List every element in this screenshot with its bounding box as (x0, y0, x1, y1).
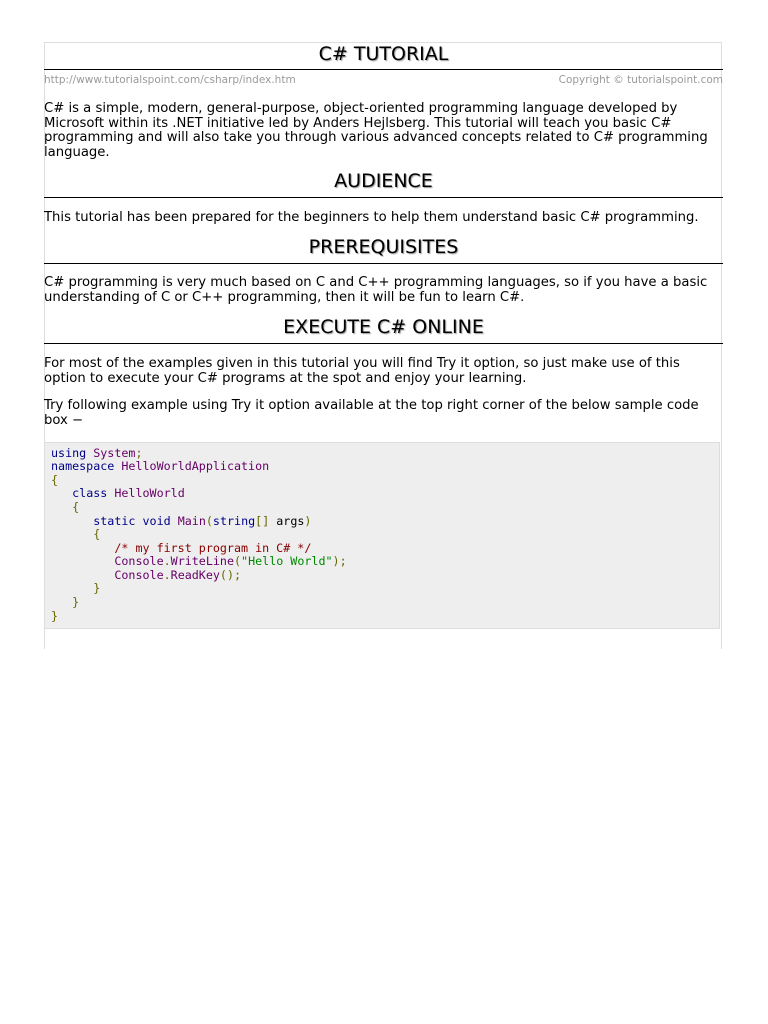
page-meta (44, 70, 723, 90)
code-token: } (93, 581, 101, 596)
code-line (51, 501, 713, 515)
prerequisites-heading: PREREQUISITES (44, 235, 723, 264)
code-token (51, 581, 93, 595)
code-token: } (51, 608, 59, 623)
code-token: using (51, 445, 87, 460)
code-line (51, 582, 713, 596)
code-line (51, 474, 713, 488)
code-token (135, 514, 142, 528)
execute-online-heading: EXECUTE C# ONLINE (44, 315, 723, 344)
code-token: [] (255, 513, 270, 528)
code-sample-box[interactable] (44, 442, 720, 629)
code-token: System (93, 445, 136, 460)
code-token: { (72, 499, 80, 514)
code-token: args (269, 513, 305, 528)
code-line (51, 569, 713, 583)
code-token: . (163, 554, 171, 569)
copyright-notice: Copyright © tutorialspoint.com (558, 74, 723, 86)
code-line (51, 528, 713, 542)
code-token: { (51, 472, 59, 487)
code-token (51, 554, 114, 568)
code-line (51, 460, 713, 474)
code-token: static (93, 513, 136, 528)
document-page (44, 42, 723, 629)
code-token: { (93, 527, 101, 542)
code-token: HelloWorld (114, 486, 185, 501)
code-line (51, 447, 713, 461)
execute-paragraph-2: Try following example using Try it option available at the top right corner of the below sample code box − (44, 398, 699, 428)
code-line (51, 596, 713, 610)
code-token: WriteLine (170, 554, 234, 569)
code-token: Main (177, 513, 206, 528)
code-token: class (72, 486, 108, 501)
code-line (51, 515, 713, 529)
code-line (51, 610, 713, 624)
audience-paragraph: This tutorial has been prepared for the beginners to help them understand basic C# programming. (44, 210, 699, 226)
code-token: Console (114, 567, 164, 582)
code-token: string (212, 513, 256, 528)
code-token: HelloWorldApplication (121, 459, 270, 474)
code-token (51, 527, 93, 541)
code-token: ( (234, 554, 242, 569)
code-token: ; (135, 445, 143, 460)
code-token (51, 568, 114, 582)
code-token: namespace (51, 459, 115, 474)
execute-paragraph-1: For most of the examples given in this tutorial you will find Try it option, so just make use of this option to execute your C# programs at the spot and enjoy your learning. (44, 356, 680, 386)
code-line (51, 487, 713, 501)
code-token: } (72, 595, 80, 610)
intro-paragraph: C# is a simple, modern, general-purpose, object-oriented programming language developed by Microsoft within its .NET initiative led by Anders Hejlsberg. This tutorial will teach you basic C# programming and will also take you through various advanced concepts related to C# programming language. (44, 101, 708, 160)
code-token: ( (205, 513, 213, 528)
page-title: C# TUTORIAL (44, 42, 723, 70)
code-token (51, 486, 72, 500)
code-token: ) (304, 513, 312, 528)
code-token: Console (114, 554, 164, 569)
code-token: "Hello World" (241, 554, 333, 569)
code-token (51, 595, 72, 609)
code-token (51, 514, 93, 528)
code-token: (); (219, 567, 242, 582)
code-line (51, 542, 713, 556)
code-token (51, 541, 114, 555)
code-token: ); (332, 554, 347, 569)
code-token: ReadKey (170, 567, 220, 582)
code-token (51, 500, 72, 514)
code-token: /* my first program in C# */ (114, 540, 312, 555)
code-token (171, 514, 178, 528)
prerequisites-paragraph: C# programming is very much based on C and C++ programming languages, so if you have a basic understanding of C or C++ programming, then it will be fun to learn C#. (44, 274, 708, 305)
code-token: void (142, 513, 171, 528)
code-line (51, 555, 713, 569)
code-token: . (163, 567, 171, 582)
audience-heading: AUDIENCE (44, 169, 723, 198)
source-url: http://www.tutorialspoint.com/csharp/index.htm (44, 74, 296, 86)
